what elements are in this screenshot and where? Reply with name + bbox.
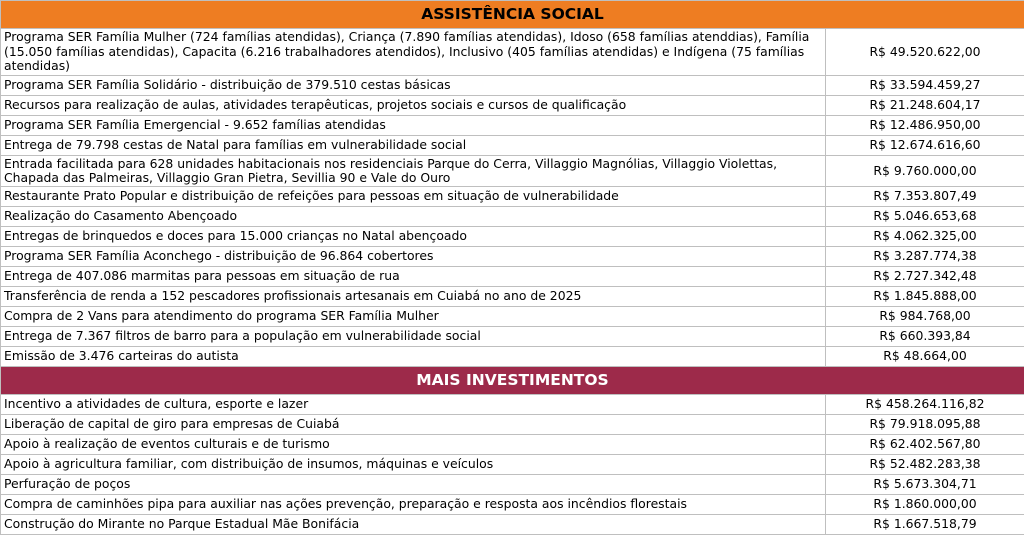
row-description: Apoio à agricultura familiar, com distribuição de insumos, máquinas e veículos [1,455,826,475]
row-value: R$ 62.402.567,80 [826,435,1024,455]
table-row [1,247,1024,267]
table-row [1,475,1024,495]
row-description: Compra de caminhões pipa para auxiliar nas ações prevenção, preparação e resposta aos incêndios florestais [1,495,826,515]
row-description: Programa SER Família Solidário - distribuição de 379.510 cestas básicas [1,76,826,96]
table-row [1,136,1024,156]
row-description: Programa SER Família Emergencial - 9.652 famílias atendidas [1,116,826,136]
section-header-row [1,1,1024,29]
row-value: R$ 4.062.325,00 [826,227,1024,247]
row-value: R$ 2.727.342,48 [826,267,1024,287]
table-row [1,207,1024,227]
row-description: Entregas de brinquedos e doces para 15.000 crianças no Natal abençoado [1,227,826,247]
row-description: Apoio à realização de eventos culturais e de turismo [1,435,826,455]
row-description: Realização do Casamento Abençoado [1,207,826,227]
row-value: R$ 9.760.000,00 [826,156,1024,187]
table-row [1,287,1024,307]
row-value: R$ 1.860.000,00 [826,495,1024,515]
row-description: Entrada facilitada para 628 unidades habitacionais nos residenciais Parque do Cerra, Villaggio Magnólias, Villaggio Violettas, Chapada das Palmeiras, Villaggio Gran Pietra, Sevillia 90 e Vale do Ouro [1,156,826,187]
row-value: R$ 458.264.116,82 [826,395,1024,415]
row-value: R$ 79.918.095,88 [826,415,1024,435]
table-row [1,395,1024,415]
row-description: Transferência de renda a 152 pescadores profissionais artesanais em Cuiabá no ano de 2025 [1,287,826,307]
table-row [1,227,1024,247]
row-description: Incentivo a atividades de cultura, esporte e lazer [1,395,826,415]
section-title-assistencia-social: ASSISTÊNCIA SOCIAL [1,1,1024,29]
row-value: R$ 660.393,84 [826,327,1024,347]
row-value: R$ 12.486.950,00 [826,116,1024,136]
row-description: Programa SER Família Mulher (724 famílias atendidas), Criança (7.890 famílias atendidas), Idoso (658 famílias atenddias), Família (15.050 famílias atendidas), Capacita (6.216 trabalhadores atendidos), Inclusivo (405 famílias atendidas) e Indígena (75 famílias atendidas) [1,29,826,76]
row-value: R$ 7.353.807,49 [826,187,1024,207]
table-row [1,347,1024,367]
row-value: R$ 21.248.604,17 [826,96,1024,116]
row-value: R$ 48.664,00 [826,347,1024,367]
row-value: R$ 1.667.518,79 [826,515,1024,535]
table-row [1,307,1024,327]
row-value: R$ 12.674.616,60 [826,136,1024,156]
table-row [1,29,1024,76]
table-row [1,267,1024,287]
row-description: Entrega de 7.367 filtros de barro para a população em vulnerabilidade social [1,327,826,347]
row-value: R$ 52.482.283,38 [826,455,1024,475]
table-row [1,96,1024,116]
section-header-row [1,367,1024,395]
table-row [1,327,1024,347]
table-row [1,455,1024,475]
row-value: R$ 33.594.459,27 [826,76,1024,96]
table-row [1,495,1024,515]
table-row [1,515,1024,535]
row-value: R$ 5.046.653,68 [826,207,1024,227]
table-row [1,116,1024,136]
table-row [1,435,1024,455]
row-description: Programa SER Família Aconchego - distribuição de 96.864 cobertores [1,247,826,267]
table-row [1,76,1024,96]
row-description: Compra de 2 Vans para atendimento do programa SER Família Mulher [1,307,826,327]
row-description: Emissão de 3.476 carteiras do autista [1,347,826,367]
row-description: Restaurante Prato Popular e distribuição de refeições para pessoas em situação de vulnerabilidade [1,187,826,207]
table-row [1,187,1024,207]
table-row [1,156,1024,187]
row-description: Entrega de 79.798 cestas de Natal para famílias em vulnerabilidade social [1,136,826,156]
row-value: R$ 3.287.774,38 [826,247,1024,267]
row-value: R$ 5.673.304,71 [826,475,1024,495]
section-title-mais-investimentos: MAIS INVESTIMENTOS [1,367,1024,395]
table-row [1,415,1024,435]
row-description: Construção do Mirante no Parque Estadual Mãe Bonifácia [1,515,826,535]
row-value: R$ 1.845.888,00 [826,287,1024,307]
row-description: Recursos para realização de aulas, atividades terapêuticas, projetos sociais e cursos de qualificação [1,96,826,116]
row-description: Liberação de capital de giro para empresas de Cuiabá [1,415,826,435]
row-description: Entrega de 407.086 marmitas para pessoas em situação de rua [1,267,826,287]
row-value: R$ 49.520.622,00 [826,29,1024,76]
row-value: R$ 984.768,00 [826,307,1024,327]
row-description: Perfuração de poços [1,475,826,495]
